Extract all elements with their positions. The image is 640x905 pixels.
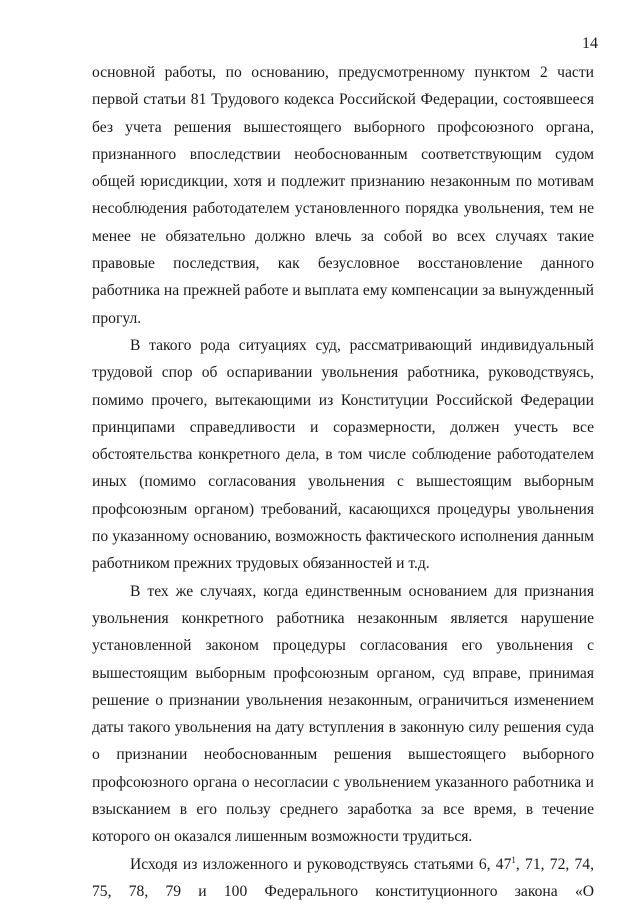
document-body [92,59,594,905]
conclusion-text-before: Исходя из изложенного и руководствуясь статьями 6, 47 [130,855,512,873]
conclusion-text-after: , 71, 72, 74, 75, 78, 79 и 100 Федерального конституционного закона «О [92,855,594,900]
page-number: 14 [582,35,598,52]
article-superscript: 1 [511,854,516,865]
paragraph-continuation: основной работы, по основанию, предусмотренному пунктом 2 части первой статьи 81 Трудового кодекса Российской Федерации, состоявшееся без учета решения вышестоящего выборного профсоюзного органа, признанного впоследствии необоснованным соответствующим судом общей юрисдикции, хотя и подлежит признанию незаконным по мотивам несоблюдения работодателем установленного порядка увольнения, тем не менее не обязательно должно влечь за собой во всех случаях такие правовые последствия, как безусловное восстановление данного работника на прежней работе и выплата ему компенсации за вынужденный прогул. [92,64,594,327]
paragraph-court-situations: В такого рода ситуациях суд, рассматривающий индивидуальный трудовой спор об оспаривании увольнения работника, руководствуясь, помимо прочего, вытекающими из Конституции Российской Федерации принципами справедливости и соразмерности, должен учесть все обстоятельства конкретного дела, в том числе соблюдение работодателем иных (помимо согласования увольнения с вышестоящим выборным профсоюзным органом) требований, касающихся процедуры увольнения по указанному основанию, возможность фактического исполнения данным работником прежних трудовых обязанностей и т.д. [92,336,594,573]
paragraph-conclusion [92,851,594,905]
paragraph-sole-ground: В тех же случаях, когда единственным основанием для признания увольнения конкретного работника незаконным является нарушение установленной законом процедуры согласования его увольнения с вышестоящим выборным профсоюзным органом, суд вправе, принимая решение о признании увольнения незаконным, ограничиться изменением даты такого увольнения на дату вступления в законную силу решения суда о признании необоснованным решения вышестоящего выборного профсоюзного органа о несогласии с увольнением указанного работника и взысканием в его пользу среднего заработка за все время, в течение которого он оказался лишенным возможности трудиться. [92,582,594,846]
